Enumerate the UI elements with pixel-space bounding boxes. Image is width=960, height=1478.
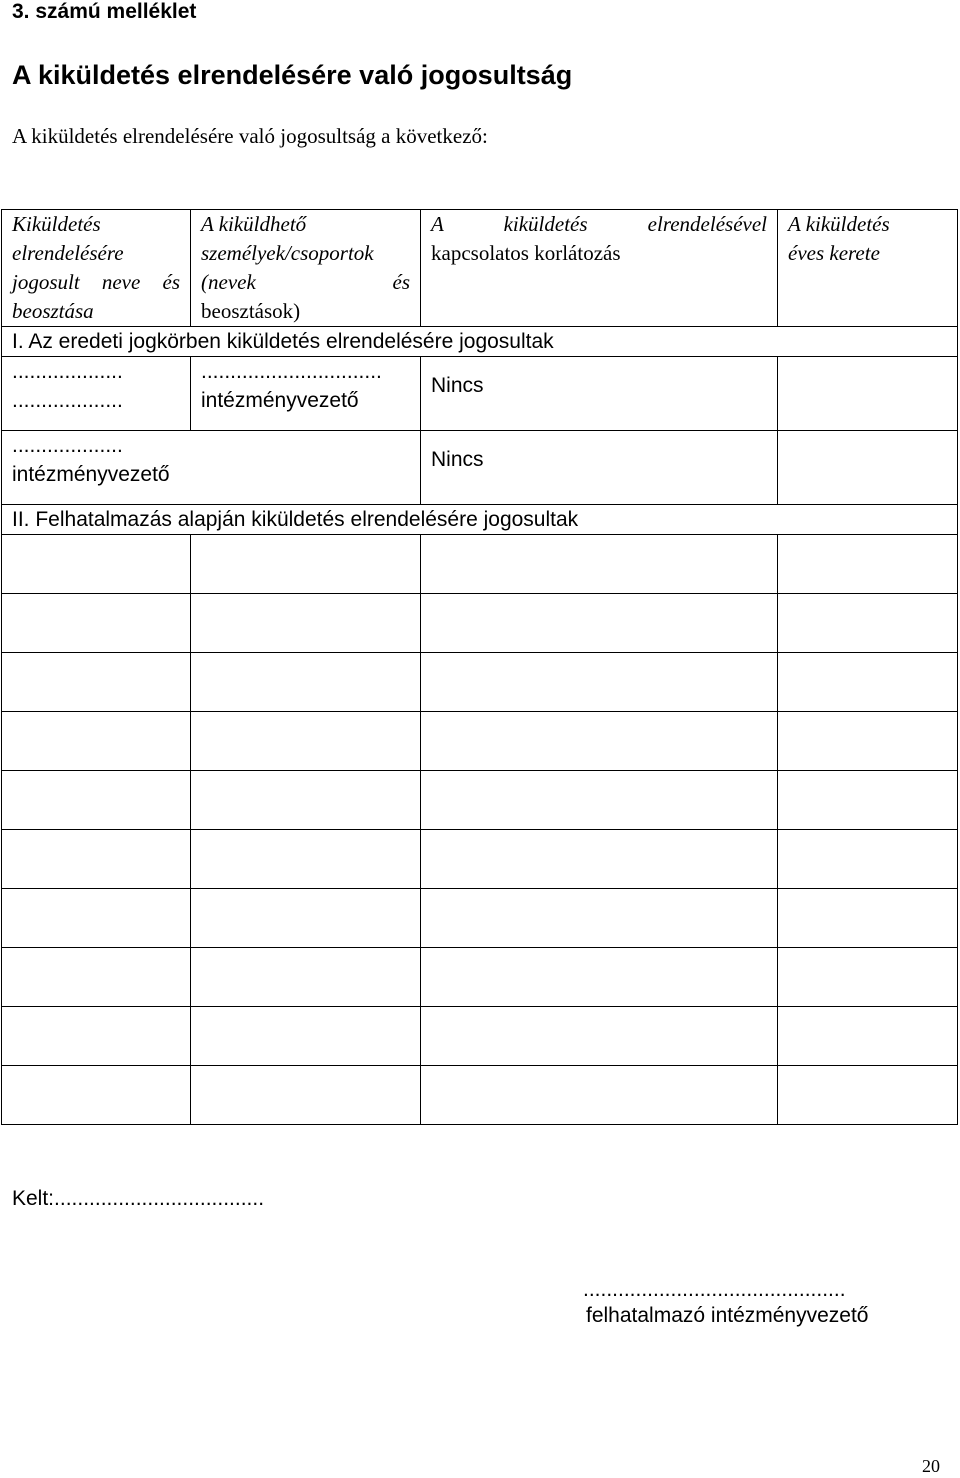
empty-row (2, 594, 958, 653)
empty-row (2, 771, 958, 830)
signature-name: felhatalmazó intézményvezető (586, 1304, 869, 1327)
authorization-table (1, 209, 958, 1125)
row1-annual-budget (778, 357, 958, 431)
row1-authorized-person: ................... ................... (2, 357, 191, 431)
header-dispatchable-persons: A kiküldhető személyek/csoportok (nevek és beosztások) (191, 210, 421, 327)
page-number: 20 (922, 1456, 940, 1476)
section-row-original (2, 327, 958, 357)
header-annual-budget: A kiküldetés éves kerete (778, 210, 958, 327)
signature-line: ............................................. (583, 1278, 846, 1301)
empty-row (2, 889, 958, 948)
intro-text: A kiküldetés elrendelésére való jogosultság a következő: (12, 124, 488, 148)
section-delegated-heading: II. Felhatalmazás alapján kiküldetés elrendelésére jogosultak (2, 505, 958, 535)
row1-dispatchable-persons: ............................... intézményvezető (191, 357, 421, 431)
empty-row (2, 653, 958, 712)
date-line: Kelt:.................................... (12, 1187, 265, 1210)
empty-row (2, 1066, 958, 1125)
empty-row (2, 830, 958, 889)
row1-restriction: Nincs (421, 357, 778, 431)
empty-row (2, 712, 958, 771)
document-title: A kiküldetés elrendelésére való jogosultság (12, 60, 573, 90)
section-row-delegated (2, 505, 958, 535)
table-row (2, 357, 958, 431)
empty-row (2, 1007, 958, 1066)
section-original-heading: I. Az eredeti jogkörben kiküldetés elrendelésére jogosultak (2, 327, 958, 357)
header-row (2, 210, 958, 327)
row2-annual-budget (778, 431, 958, 505)
row2-authorized-person: ................... intézményvezető (2, 431, 421, 505)
annex-label: 3. számú melléklet (12, 0, 197, 23)
header-restriction: A kiküldetés elrendelésével kapcsolatos korlátozás (421, 210, 778, 327)
table-row (2, 431, 958, 505)
empty-row (2, 535, 958, 594)
header-authorized-person: Kiküldetés elrendelésére jogosult neve és beosztása (2, 210, 191, 327)
empty-row (2, 948, 958, 1007)
row2-restriction: Nincs (421, 431, 778, 505)
